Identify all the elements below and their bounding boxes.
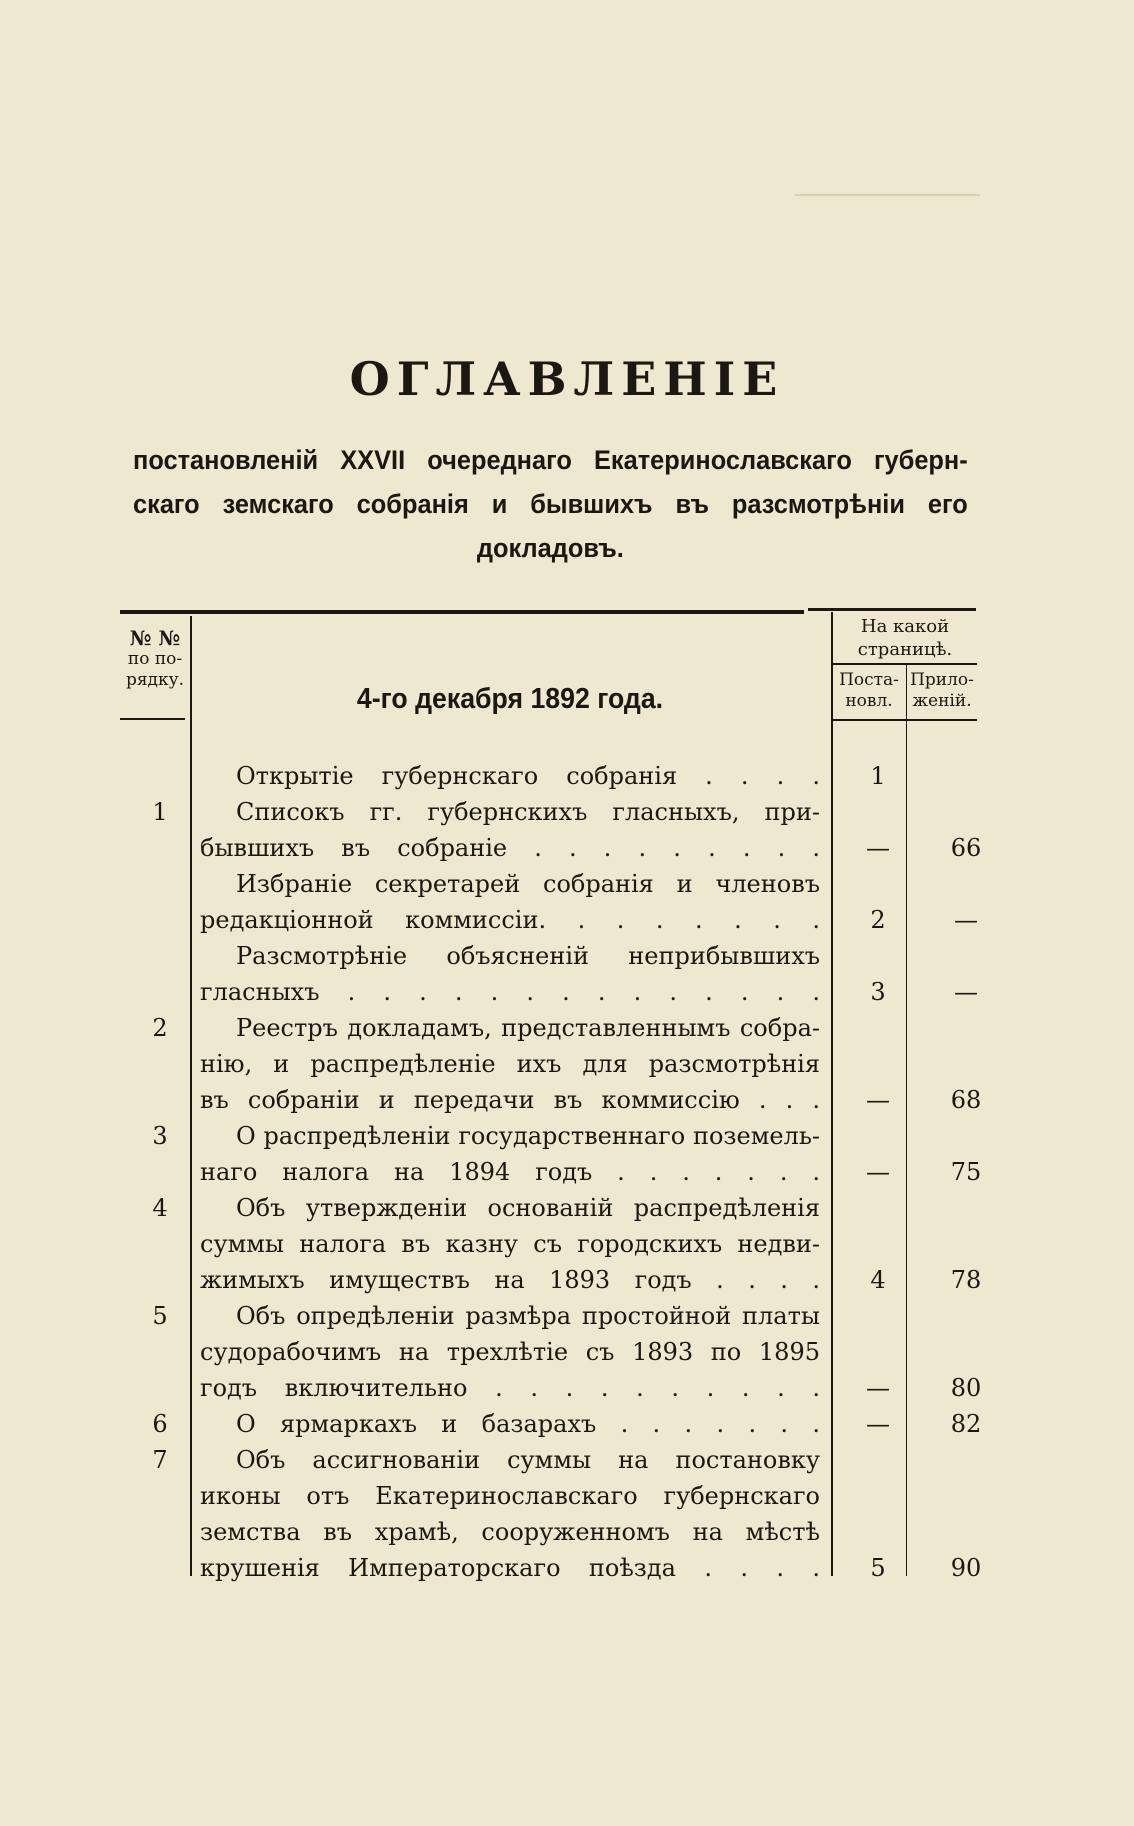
entry-number: 5 bbox=[152, 1302, 168, 1330]
toc-entry bbox=[0, 1010, 1134, 1118]
entry-text-line: Объ ассигнованіи суммы на постановку bbox=[236, 1446, 820, 1474]
col-a-header-line: Поста- bbox=[839, 670, 899, 690]
entry-number: 2 bbox=[152, 1014, 168, 1042]
entry-text-line: Списокъ гг. губернскихъ гласныхъ, при- bbox=[236, 798, 820, 826]
toc-entry bbox=[0, 1442, 1134, 1586]
entry-page-prilozh: — bbox=[954, 978, 978, 1006]
entry-page-postanovl: 4 bbox=[870, 1266, 886, 1294]
col-b-header bbox=[908, 670, 976, 712]
entry-number: 4 bbox=[152, 1194, 168, 1222]
entry-page-prilozh: 68 bbox=[950, 1086, 982, 1114]
col-b-header-line: Прило- bbox=[910, 670, 974, 690]
toc-entry bbox=[0, 1118, 1134, 1190]
entry-text-line: Разсмотрѣніе объясненій неприбывшихъ bbox=[236, 942, 820, 970]
entry-text-line: Открытіе губернскаго собранія . . . . bbox=[236, 762, 820, 790]
subtitle-line: докладовъ. bbox=[476, 533, 624, 563]
num-col-header-line: по по- bbox=[127, 649, 183, 669]
entry-number: 6 bbox=[152, 1410, 168, 1438]
entry-text-line: наго налога на 1894 годъ . . . . . . . bbox=[200, 1158, 820, 1186]
subtitle bbox=[133, 438, 968, 570]
entry-text-line: крушенія Императорскаго поѣзда . . . . bbox=[200, 1554, 820, 1582]
page-group-rule bbox=[832, 663, 977, 665]
entry-text-line: редакціонной коммиссіи. . . . . . . . bbox=[200, 906, 820, 934]
entry-text-line: суммы налога въ казну съ городскихъ недви- bbox=[200, 1230, 820, 1258]
toc-entry bbox=[0, 794, 1134, 866]
col-a-header-line: новл. bbox=[845, 691, 893, 711]
entry-number: 3 bbox=[152, 1122, 168, 1150]
entry-page-prilozh: 66 bbox=[950, 834, 982, 862]
entry-page-postanovl: — bbox=[866, 1410, 890, 1438]
entry-page-prilozh: — bbox=[954, 906, 978, 934]
entry-text-line: годъ включительно . . . . . . . . . . bbox=[200, 1374, 820, 1402]
toc-entry bbox=[0, 1406, 1134, 1442]
entry-page-postanovl: 1 bbox=[870, 762, 886, 790]
col-a-header bbox=[833, 670, 905, 712]
page-cols-rule bbox=[832, 719, 977, 721]
entry-text-line: нію, и распредѣленіе ихъ для разсмотрѣнія bbox=[200, 1050, 820, 1078]
entry-page-prilozh: 78 bbox=[950, 1266, 982, 1294]
entry-text-line: бывшихъ въ собраніе . . . . . . . . . bbox=[200, 834, 820, 862]
toc-entry bbox=[0, 866, 1134, 938]
toc-entry bbox=[0, 1190, 1134, 1298]
entry-page-prilozh: 80 bbox=[950, 1374, 982, 1402]
num-col-header-line: № № bbox=[129, 626, 181, 650]
entry-text-line: судорабочимъ на трехлѣтіе съ 1893 по 1895 bbox=[200, 1338, 820, 1366]
entry-text-line: въ собраніи и передачи въ коммиссію . . . bbox=[200, 1086, 820, 1114]
entry-text-line: земства въ храмѣ, сооруженномъ на мѣстѣ bbox=[200, 1518, 820, 1546]
entry-page-postanovl: 5 bbox=[870, 1554, 886, 1582]
top-rule bbox=[795, 194, 980, 196]
entry-page-postanovl: — bbox=[866, 1374, 890, 1402]
entry-text-line: О распредѣленіи государственнаго поземель- bbox=[236, 1122, 820, 1150]
entry-page-postanovl: — bbox=[866, 1086, 890, 1114]
toc-entry bbox=[0, 758, 1134, 794]
entry-text-line: Избраніе секретарей собранія и членовъ bbox=[236, 870, 820, 898]
page-group-header-line: На какой bbox=[860, 616, 950, 637]
num-col-header-line: рядку. bbox=[125, 670, 185, 690]
entry-number: 1 bbox=[152, 798, 168, 826]
col-b-header-line: женій. bbox=[912, 691, 972, 711]
subtitle-line: постановленій XXVII очереднаго Екатеринославскаго губерн- bbox=[133, 445, 968, 475]
entry-text-line: гласныхъ . . . . . . . . . . . . . . bbox=[200, 978, 820, 1006]
entry-number: 7 bbox=[152, 1446, 168, 1474]
entry-text-line: Реестръ докладамъ, представленнымъ собра- bbox=[236, 1014, 820, 1042]
subtitle-line: скаго земскаго собранія и бывшихъ въ разсмотрѣніи его bbox=[133, 489, 968, 519]
entry-text-line: Объ опредѣленіи размѣра простойной платы bbox=[236, 1302, 820, 1330]
entry-page-postanovl: 2 bbox=[870, 906, 886, 934]
toc-entry bbox=[0, 1298, 1134, 1406]
entry-text-line: жимыхъ имуществъ на 1893 годъ . . . . bbox=[200, 1266, 820, 1294]
date-heading: 4-го декабря 1892 года. bbox=[356, 683, 664, 715]
entry-text-line: О ярмаркахъ и базарахъ . . . . . . . bbox=[236, 1410, 820, 1438]
entry-page-postanovl: 3 bbox=[870, 978, 886, 1006]
num-col-header bbox=[120, 628, 190, 691]
entry-page-prilozh: 75 bbox=[950, 1158, 982, 1186]
header-top-rule bbox=[120, 610, 804, 614]
page-group-header-line: страницѣ. bbox=[857, 639, 953, 660]
num-col-rule bbox=[120, 718, 185, 720]
entry-page-postanovl: — bbox=[866, 1158, 890, 1186]
page-group-header bbox=[834, 615, 976, 661]
entry-text-line: Объ утвержденіи основаній распредѣленія bbox=[236, 1194, 820, 1222]
entry-text-line: иконы отъ Екатеринославскаго губернскаго bbox=[200, 1482, 820, 1510]
header-top-rule-right bbox=[808, 608, 976, 611]
entry-page-postanovl: — bbox=[866, 834, 890, 862]
entry-page-prilozh: 90 bbox=[950, 1554, 982, 1582]
entry-page-prilozh: 82 bbox=[950, 1410, 982, 1438]
page-title: ОГЛАВЛЕНІЕ bbox=[349, 352, 785, 406]
toc-entry bbox=[0, 938, 1134, 1010]
